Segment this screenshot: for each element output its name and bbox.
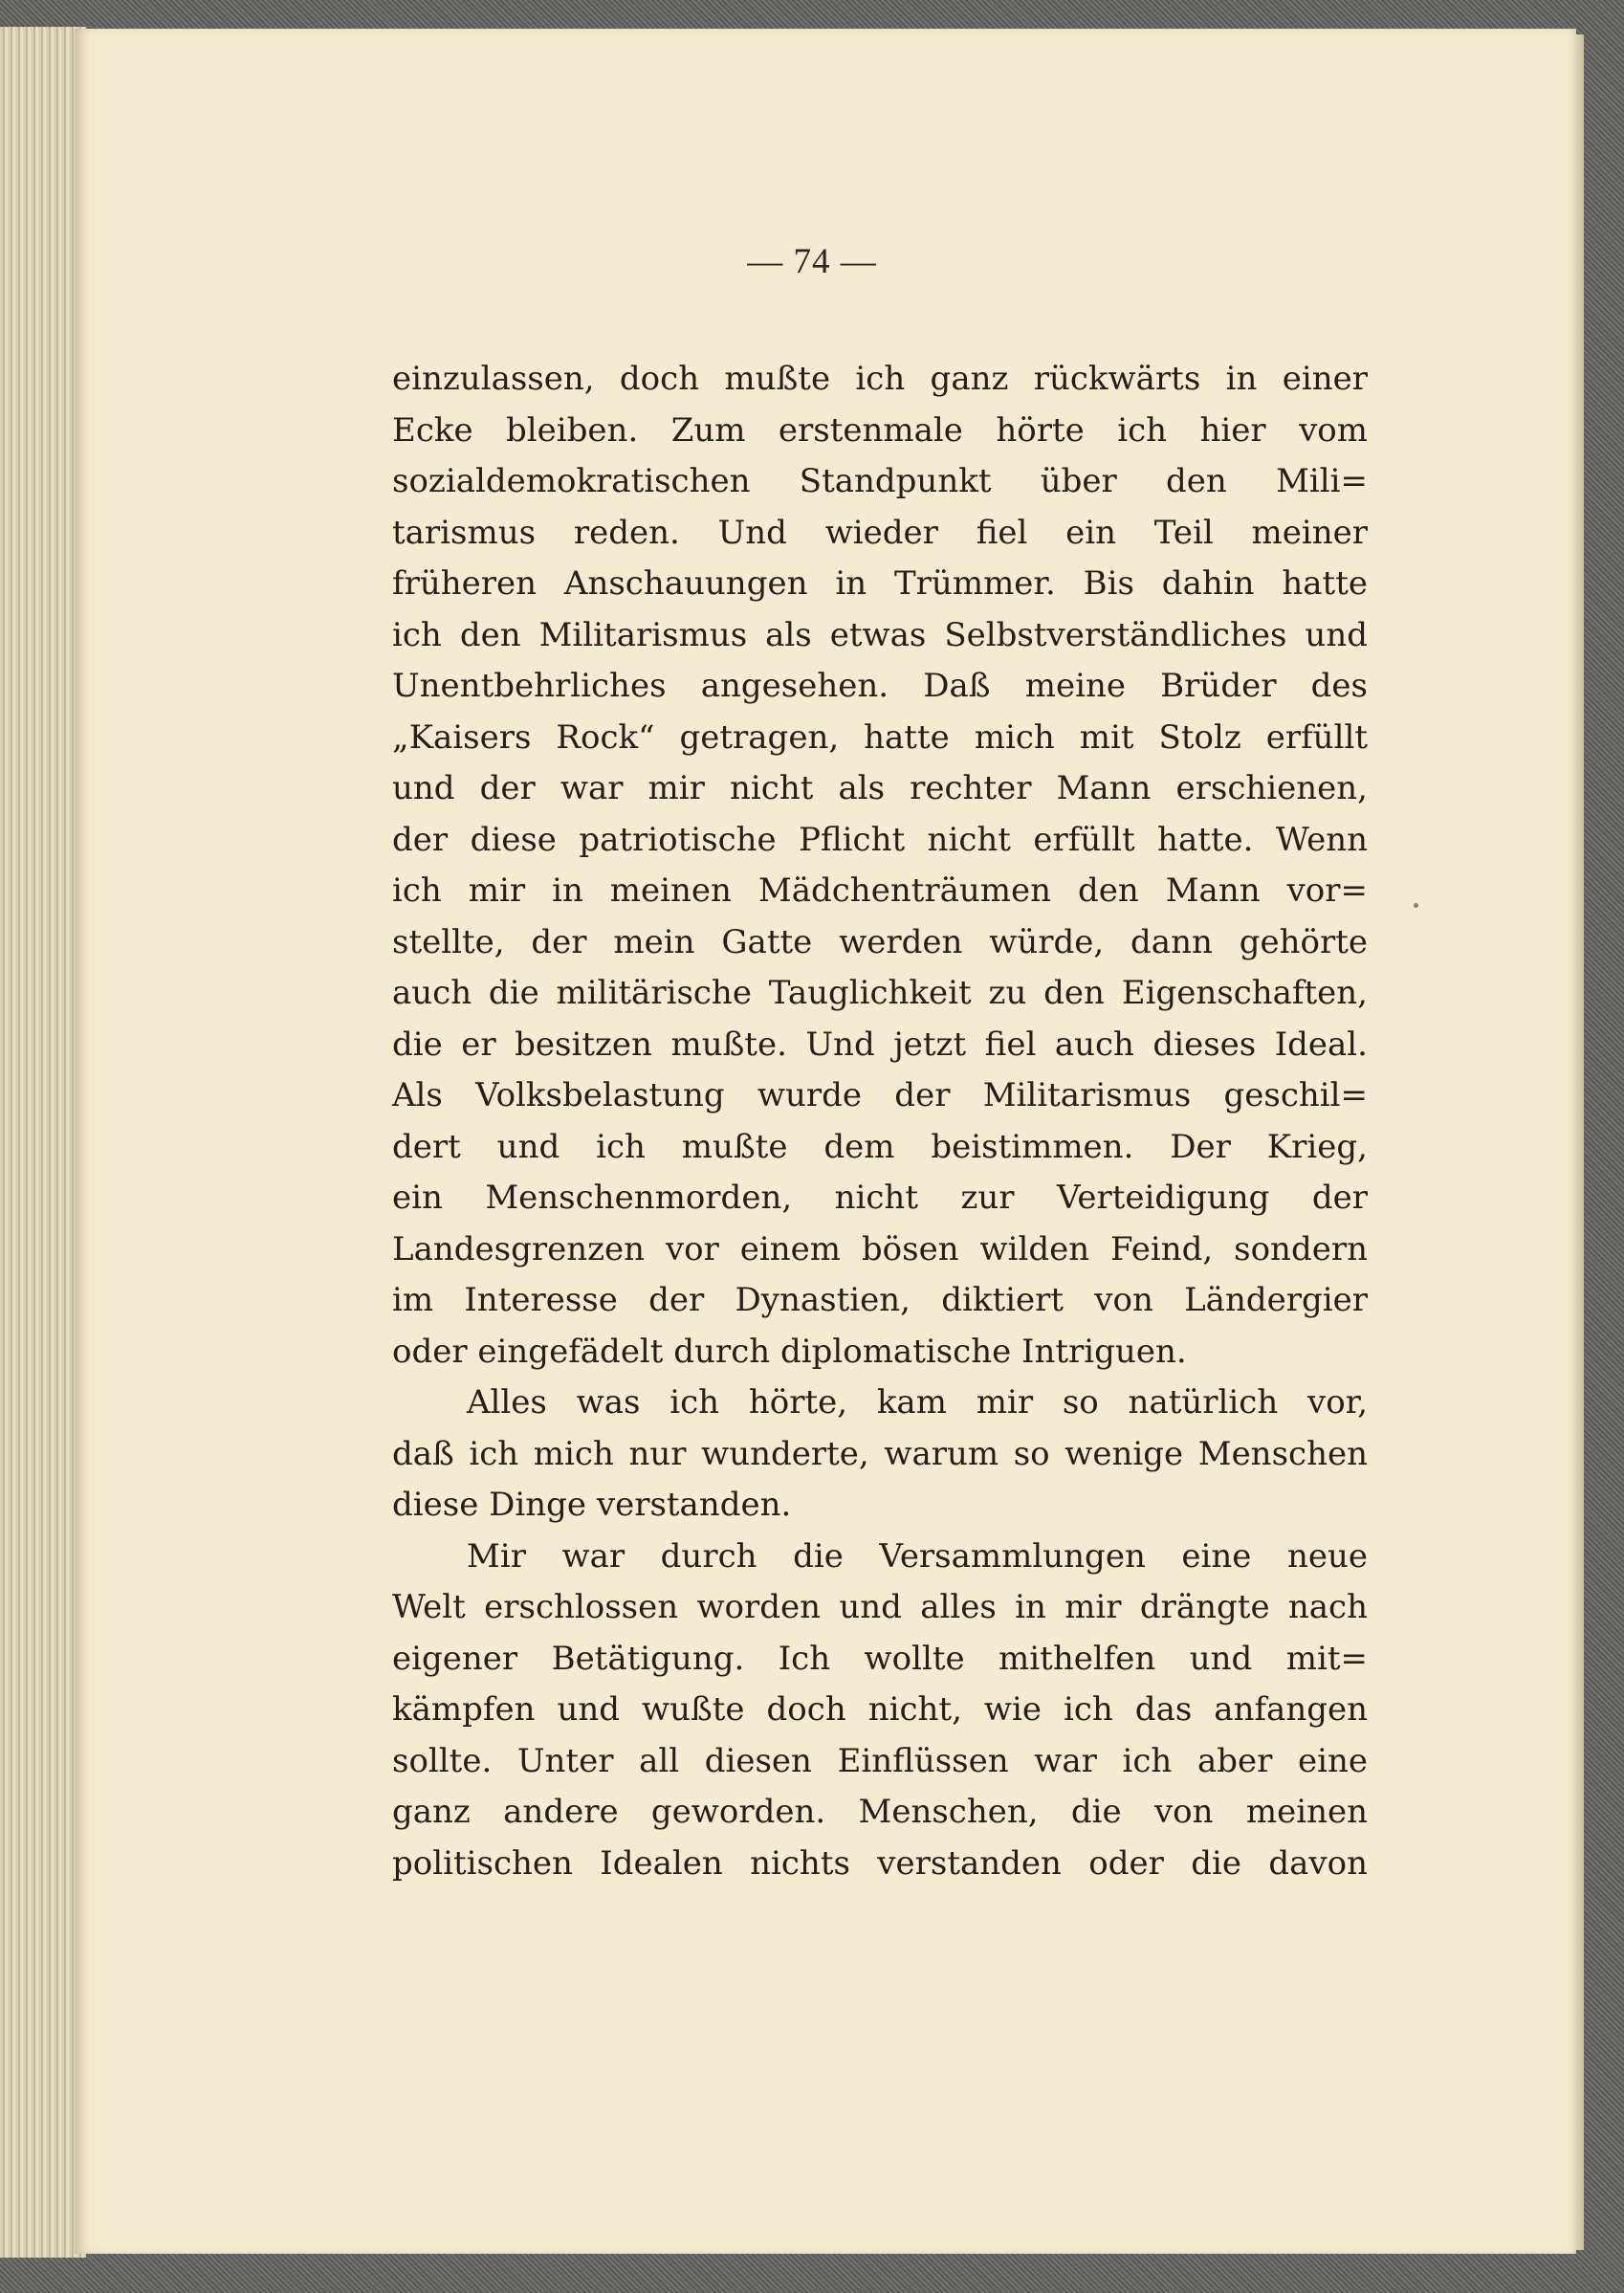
page-fore-edge bbox=[1574, 34, 1584, 2250]
text-line: ein Menschenmorden, nicht zur Verteidigung der bbox=[392, 1179, 1368, 1217]
text-line: die er besitzen mußte. Und jetzt fiel auch dieses Ideal. bbox=[392, 1025, 1368, 1064]
text-line: Landesgrenzen vor einem bösen wilden Feind, sondern bbox=[392, 1229, 1368, 1268]
text-line: daß ich mich nur wunderte, warum so wenige Menschen bbox=[392, 1434, 1368, 1473]
paper-speck bbox=[1414, 903, 1418, 908]
text-line: kämpfen und wußte doch nicht, wie ich das anfangen bbox=[392, 1690, 1368, 1729]
text-line: sollte. Unter all diesen Einflüssen war ich aber eine bbox=[392, 1741, 1368, 1780]
text-line: der diese patriotische Pflicht nicht erfüllt hatte. Wenn bbox=[392, 820, 1368, 859]
text-line: und der war mir nicht als rechter Mann erschienen, bbox=[392, 769, 1368, 807]
text-line: Ecke bleiben. Zum erstenmale hörte ich hier vom bbox=[392, 410, 1368, 450]
text-line: Alles was ich hörte, kam mir so natürlich vor, bbox=[467, 1383, 1368, 1422]
text-line: Unentbehrliches angesehen. Daß meine Brüder des bbox=[392, 667, 1368, 705]
body-text bbox=[392, 354, 1368, 1889]
text-line: eigener Betätigung. Ich wollte mithelfen und mit= bbox=[392, 1639, 1368, 1678]
text-line: ich mir in meinen Mädchenträumen den Mann vor= bbox=[392, 871, 1368, 910]
page-stack-edge bbox=[0, 27, 86, 2258]
text-line: auch die militärische Tauglichkeit zu den Eigenschaften, bbox=[392, 974, 1368, 1012]
page-number: — 74 — bbox=[747, 242, 877, 281]
text-line: oder eingefädelt durch diplomatische Intriguen. bbox=[392, 1332, 1187, 1371]
text-line: im Interesse der Dynastien, diktiert von Ländergier bbox=[392, 1281, 1368, 1319]
text-line: stellte, der mein Gatte werden würde, dann gehörte bbox=[392, 922, 1368, 961]
text-line: Welt erschlossen worden und alles in mir drängte nach bbox=[392, 1588, 1368, 1626]
text-line: sozialdemokratischen Standpunkt über den Mili= bbox=[392, 462, 1368, 500]
text-line: politischen Idealen nichts verstanden oder die davon bbox=[392, 1843, 1368, 1883]
text-line: Mir war durch die Versammlungen eine neue bbox=[467, 1536, 1368, 1576]
text-line: „Kaisers Rock“ getragen, hatte mich mit Stolz erfüllt bbox=[392, 717, 1368, 757]
text-line: einzulassen, doch mußte ich ganz rückwärts in einer bbox=[392, 360, 1368, 398]
text-line: früheren Anschauungen in Trümmer. Bis dahin hatte bbox=[392, 564, 1368, 603]
text-line: ich den Militarismus als etwas Selbstverständliches und bbox=[392, 615, 1368, 654]
text-line: ganz andere geworden. Menschen, die von meinen bbox=[392, 1793, 1368, 1831]
text-line: Als Volksbelastung wurde der Militarismus geschil= bbox=[392, 1076, 1368, 1114]
text-line: tarismus reden. Und wieder fiel ein Teil meiner bbox=[392, 513, 1368, 552]
text-line: dert und ich mußte dem beistimmen. Der Krieg, bbox=[392, 1127, 1368, 1166]
text-line: diese Dinge verstanden. bbox=[392, 1486, 792, 1524]
